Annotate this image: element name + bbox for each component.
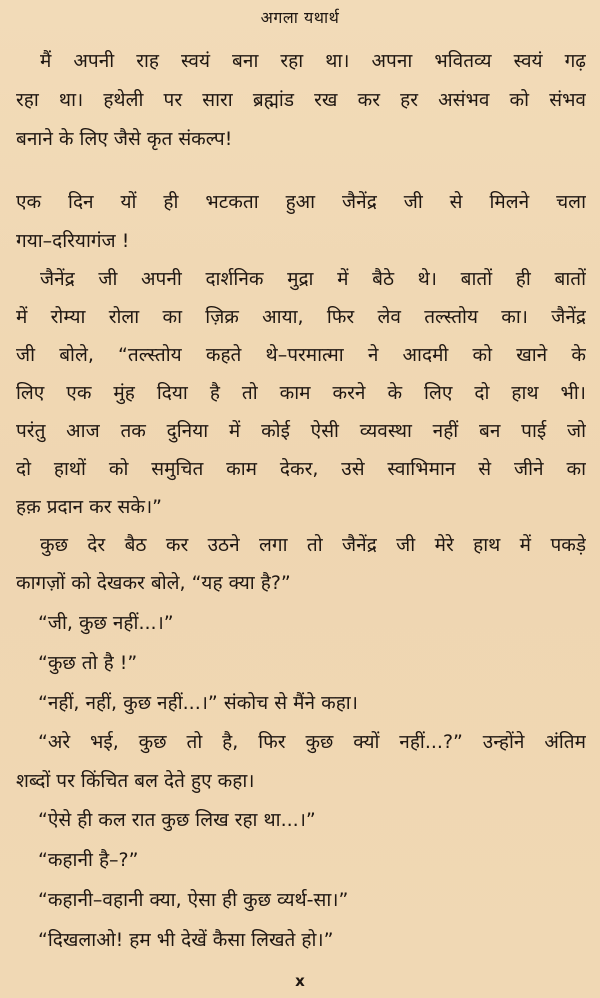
text-line-11: दो हाथों को समुचित काम देकर, उसे स्वाभिमान से जीने का [16,458,586,480]
text-line-1: मैं अपनी राह स्वयं बना रहा था। अपना भवितव्य स्वयं गढ़ [40,50,586,72]
text-line-13: कुछ देर बैठ कर उठने लगा तो जैनेंद्र जी मेरे हाथ में पकड़े [40,534,586,556]
dialogue-line-9: “दिखलाओ! हम भी देखें कैसा लिखते हो।” [38,929,334,951]
text-line-6: जैनेंद्र जी अपनी दार्शनिक मुद्रा में बैठे थे। बातों ही बातों [40,268,586,290]
dialogue-line-1: “जी, कुछ नहीं...।” [38,612,174,634]
running-header: अगला यथार्थ [260,8,340,27]
text-line-10: परंतु आज तक दुनिया में कोई ऐसी व्यवस्था नहीं बन पाई जो [16,420,586,442]
dialogue-line-3: “नहीं, नहीं, कुछ नहीं...।” संकोच से मैंने कहा। [38,692,358,714]
page-number: x [295,972,305,990]
dialogue-line-5: शब्दों पर किंचित बल देते हुए कहा। [16,770,255,792]
dialogue-line-6: “ऐसे ही कल रात कुछ लिख रहा था...।” [38,809,316,831]
dialogue-line-7: “कहानी है–?” [38,849,139,871]
text-line-14: कागज़ों को देखकर बोले, “यह क्या है?” [16,572,291,594]
text-line-9: लिए एक मुंह दिया है तो काम करने के लिए दो हाथ भी। [16,382,586,404]
text-line-5: गया–दरियागंज ! [16,230,130,252]
dialogue-line-8: “कहानी–वहानी क्या, ऐसा ही कुछ व्यर्थ-सा।” [38,889,349,911]
text-line-7: में रोम्या रोला का ज़िक्र आया, फिर लेव तल्स्तोय का। जैनेंद्र [16,306,586,328]
text-line-4: एक दिन यों ही भटकता हुआ जैनेंद्र जी से मिलने चला [16,191,586,213]
dialogue-line-2: “कुछ तो है !” [38,652,138,674]
text-line-12: हक़ प्रदान कर सके।” [16,496,163,518]
dialogue-line-4: “अरे भई, कुछ तो है, फिर कुछ क्यों नहीं...?” उन्होंने अंतिम [38,731,586,753]
text-line-2: रहा था। हथेली पर सारा ब्रह्मांड रख कर हर असंभव को संभव [16,89,586,111]
text-line-8: जी बोले, “तल्स्तोय कहते थे–परमात्मा ने आदमी को खाने के [16,344,586,366]
text-line-3: बनाने के लिए जैसे कृत संकल्प! [16,128,233,150]
